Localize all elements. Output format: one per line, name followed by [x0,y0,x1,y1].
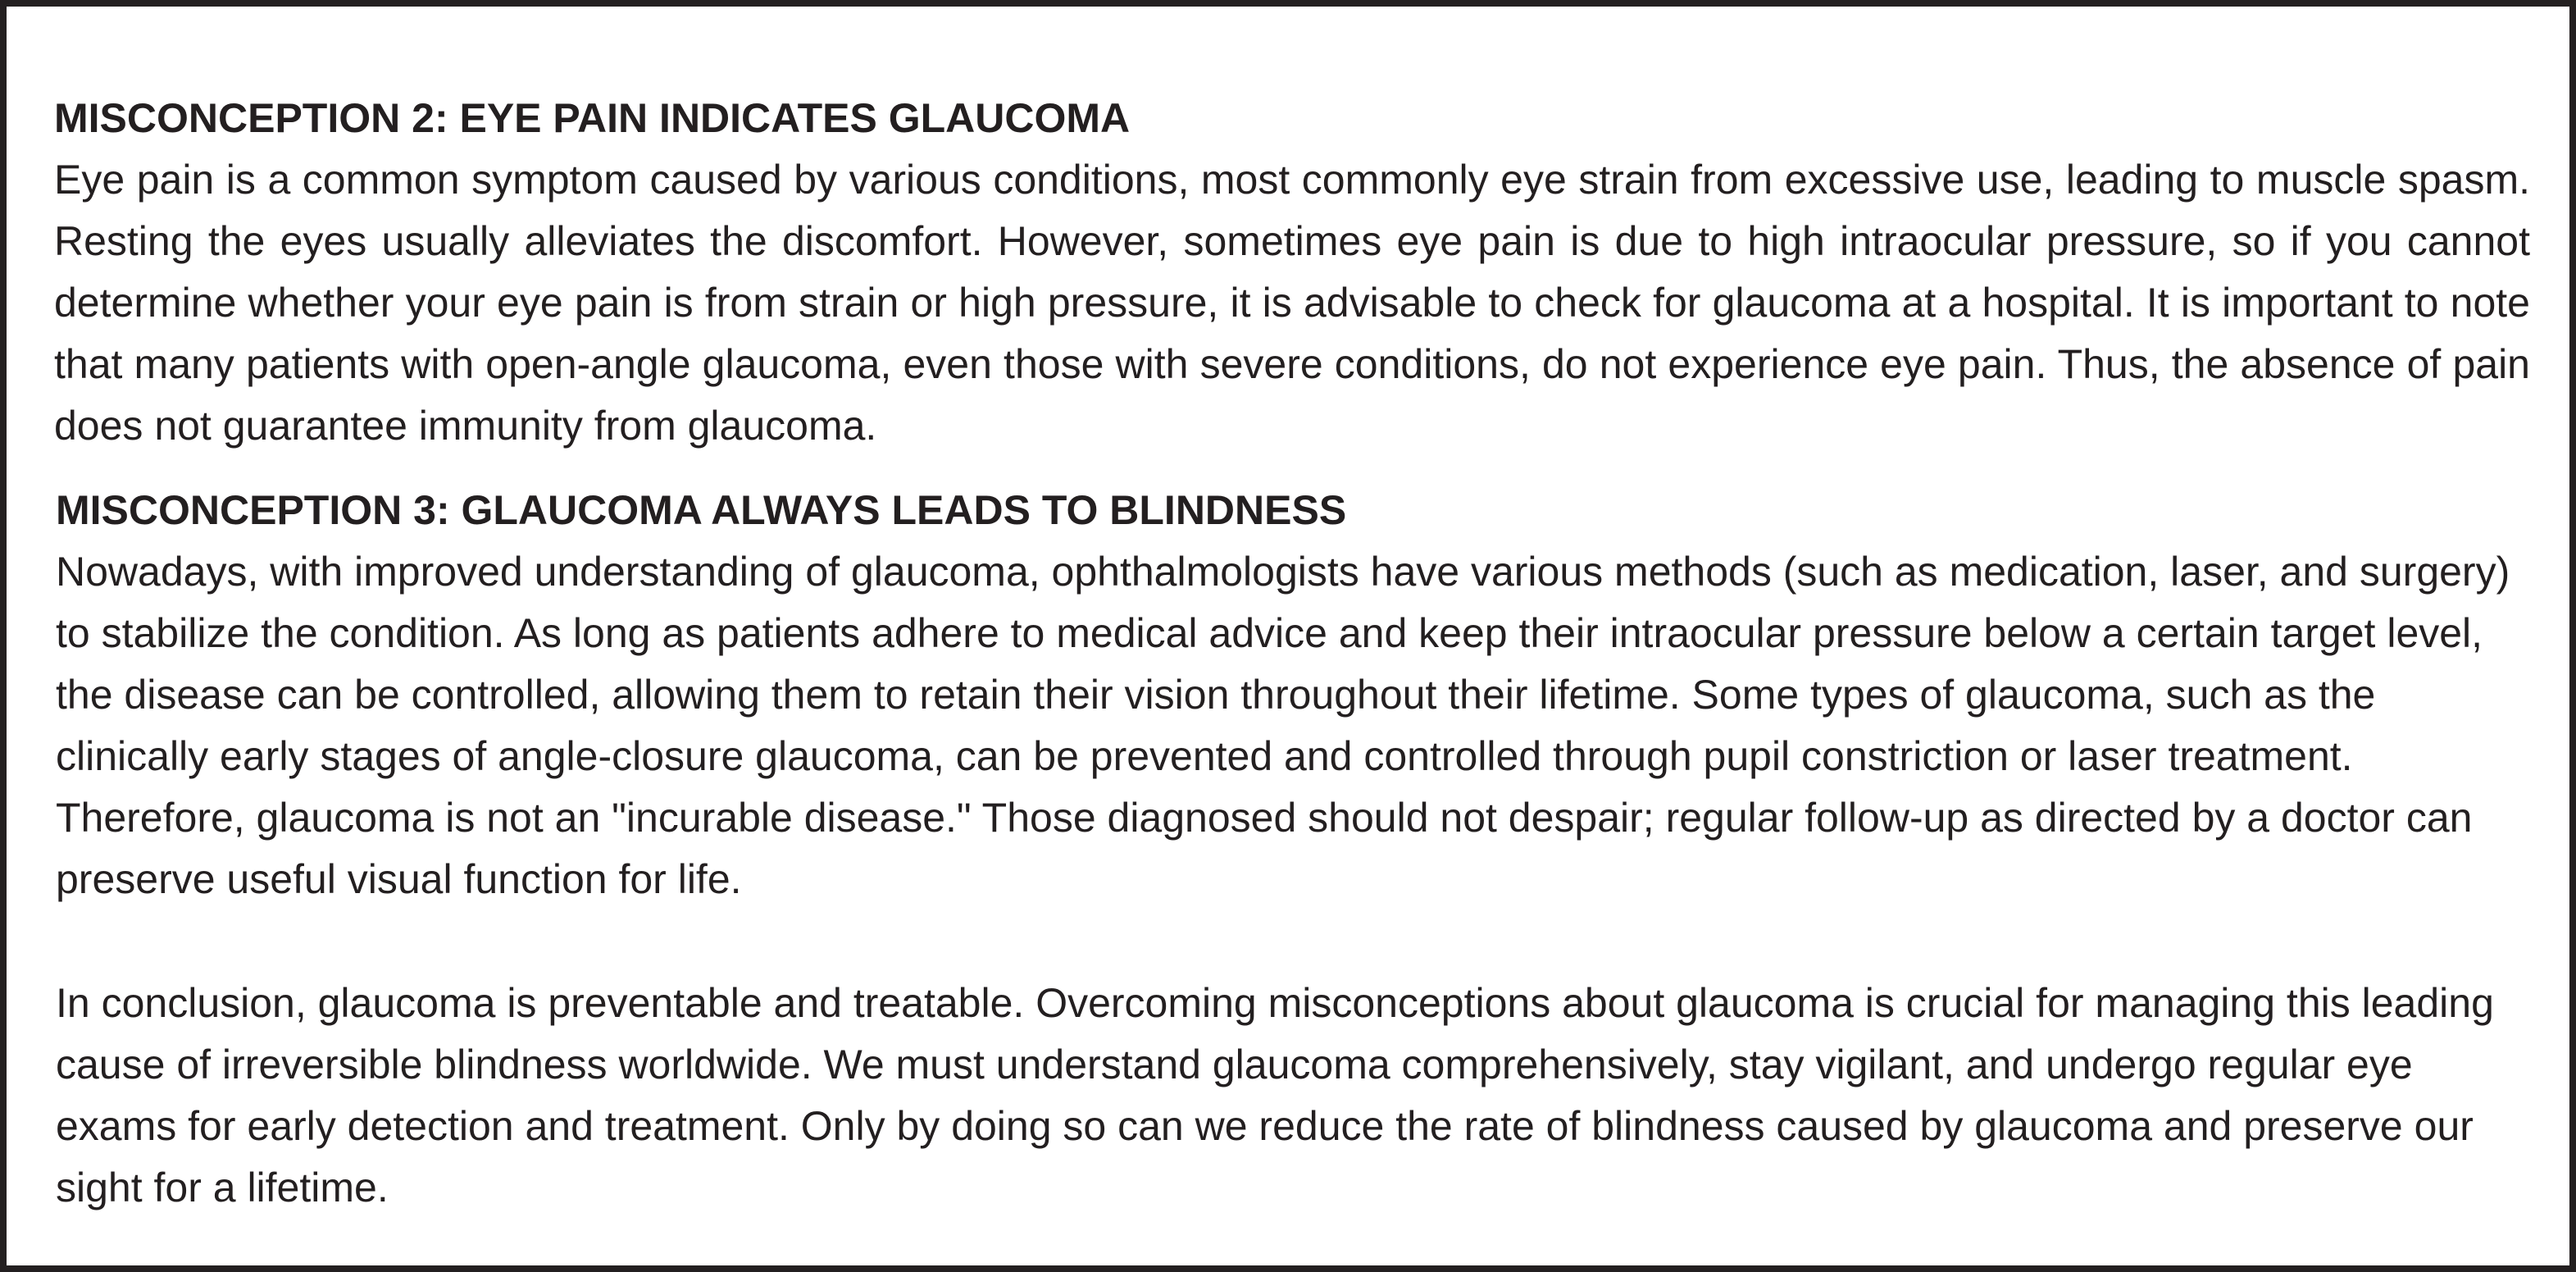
misconception-3-heading: MISCONCEPTION 3: GLAUCOMA ALWAYS LEADS TO BLINDNESS [56,487,1347,533]
misconception-2-heading: MISCONCEPTION 2: EYE PAIN INDICATES GLAUCOMA [54,95,1131,141]
conclusion-body: In conclusion, glaucoma is preventable and treatable. Overcoming misconceptions about glaucoma is crucial for managing this leading cause of irreversible blindness worldwide. We must understand glaucoma comprehensively, stay vigilant, and undergo regular eye exams for early detection and treatment. Only by doing so can we reduce the rate of blindness caused by glaucoma and preserve our sight for a lifetime. [56,980,2494,1210]
conclusion-section [56,973,2530,1219]
misconception-3-body: Nowadays, with improved understanding of glaucoma, ophthalmologists have various methods (such as medication, laser, and surgery) to stabilize the condition. As long as patients adhere to medical advice and keep their intraocular pressure below a certain target level, the disease can be controlled, allowing them to retain their vision throughout their lifetime. Some types of glaucoma, such as the clinically early stages of angle-closure glaucoma, can be prevented and controlled through pupil constriction or laser treatment. Therefore, glaucoma is not an "incurable disease." Those diagnosed should not despair; regular follow-up as directed by a doctor can preserve useful visual function for life. [56,549,2510,902]
misconception-2-section [54,87,2530,457]
misconception-3-section [56,479,2530,910]
misconception-2-body: Eye pain is a common symptom caused by various conditions, most commonly eye strain from excessive use, leading to muscle spasm. Resting the eyes usually alleviates the discomfort. However, sometimes eye pain is due to high intraocular pressure, so if you cannot determine whether your eye pain is from strain or high pressure, it is advisable to check for glaucoma at a hospital. It is important to note that many patients with open-angle glaucoma, even those with severe conditions, do not experience eye pain. Thus, the absence of pain does not guarantee immunity from glaucoma. [54,157,2530,449]
